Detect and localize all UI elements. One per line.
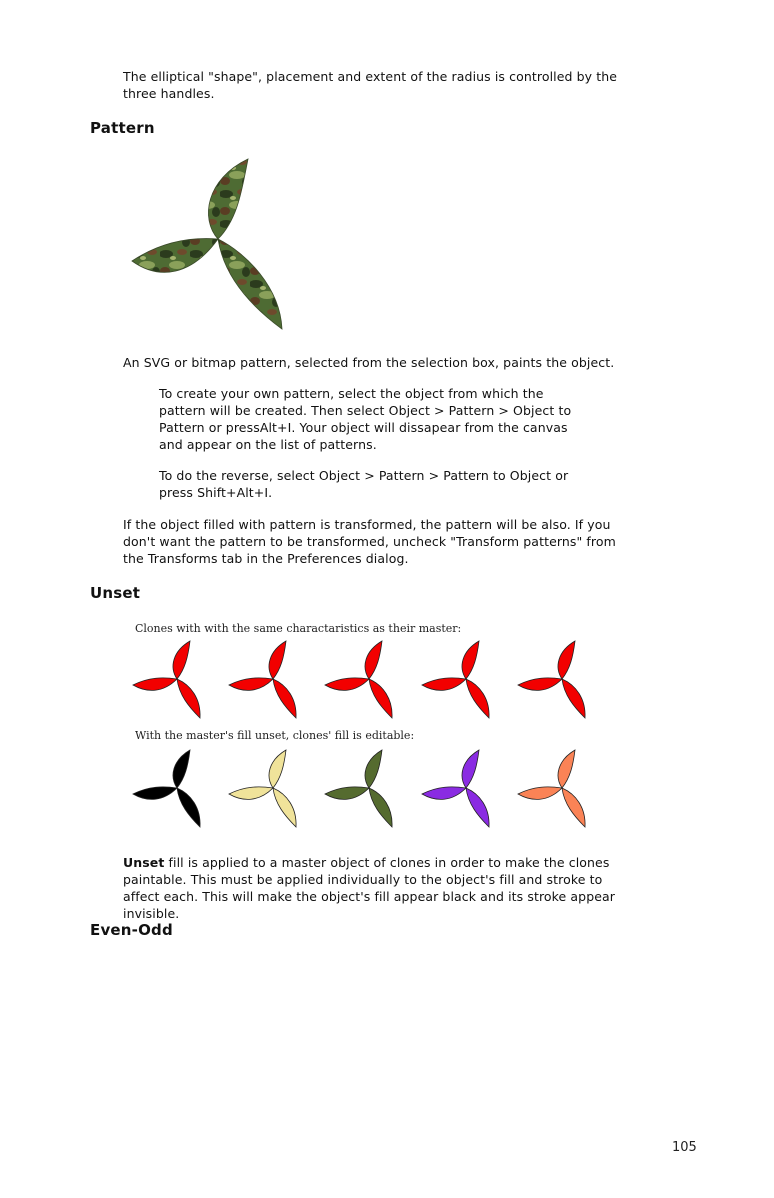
clone-propeller-same [422,641,512,721]
clones-caption-editable: With the master's fill unset, clones' fill is editable: [135,729,415,742]
intro-text: The elliptical "shape", placement and extent of the radius is controlled by the three handles. [123,69,618,101]
pattern-transform-note: If the object filled with pattern is transformed, the pattern will be also. If you don't want the pattern to be transformed, uncheck "Transform patterns" from the Transforms tab in the Preferences dialog. [123,517,616,566]
page-number: 105 [672,1140,697,1155]
clone-propeller-same [325,641,415,721]
heading-even-odd: Even-Odd [90,921,173,939]
unset-description [123,854,628,922]
unset-bold-term: Unset [123,855,165,870]
clone-propeller-editable [133,750,223,830]
clone-propeller-editable [229,750,319,830]
clone-propeller-editable [518,750,608,830]
clones-caption-same: Clones with with the same charactaristics as their master: [135,622,462,635]
pattern-reverse-note: To do the reverse, select Object > Pattern > Pattern to Object or press Shift+Alt+I. [159,468,569,500]
clone-propeller-editable [325,750,415,830]
clone-propeller-same [133,641,223,721]
heading-unset: Unset [90,584,141,602]
heading-pattern: Pattern [90,119,155,137]
clone-propeller-editable [422,750,512,830]
clone-propeller-same [518,641,608,721]
pattern-description: An SVG or bitmap pattern, selected from the selection box, paints the object. [123,355,615,370]
clone-propeller-same [229,641,319,721]
pattern-create-note: To create your own pattern, select the object from which the pattern will be created. Then select Object > Pattern > Object to Pattern or pressAlt+I. Your object will dissapear from the canvas and appear on the list of patterns. [159,386,572,452]
pattern-propeller-illustration [130,157,290,332]
unset-description-text: fill is applied to a master object of clones in order to make the clones paintable. This must be applied individually to the object's fill and stroke to affect each. This will make the object's fill appear black and its stroke appear invisible. [123,855,616,921]
